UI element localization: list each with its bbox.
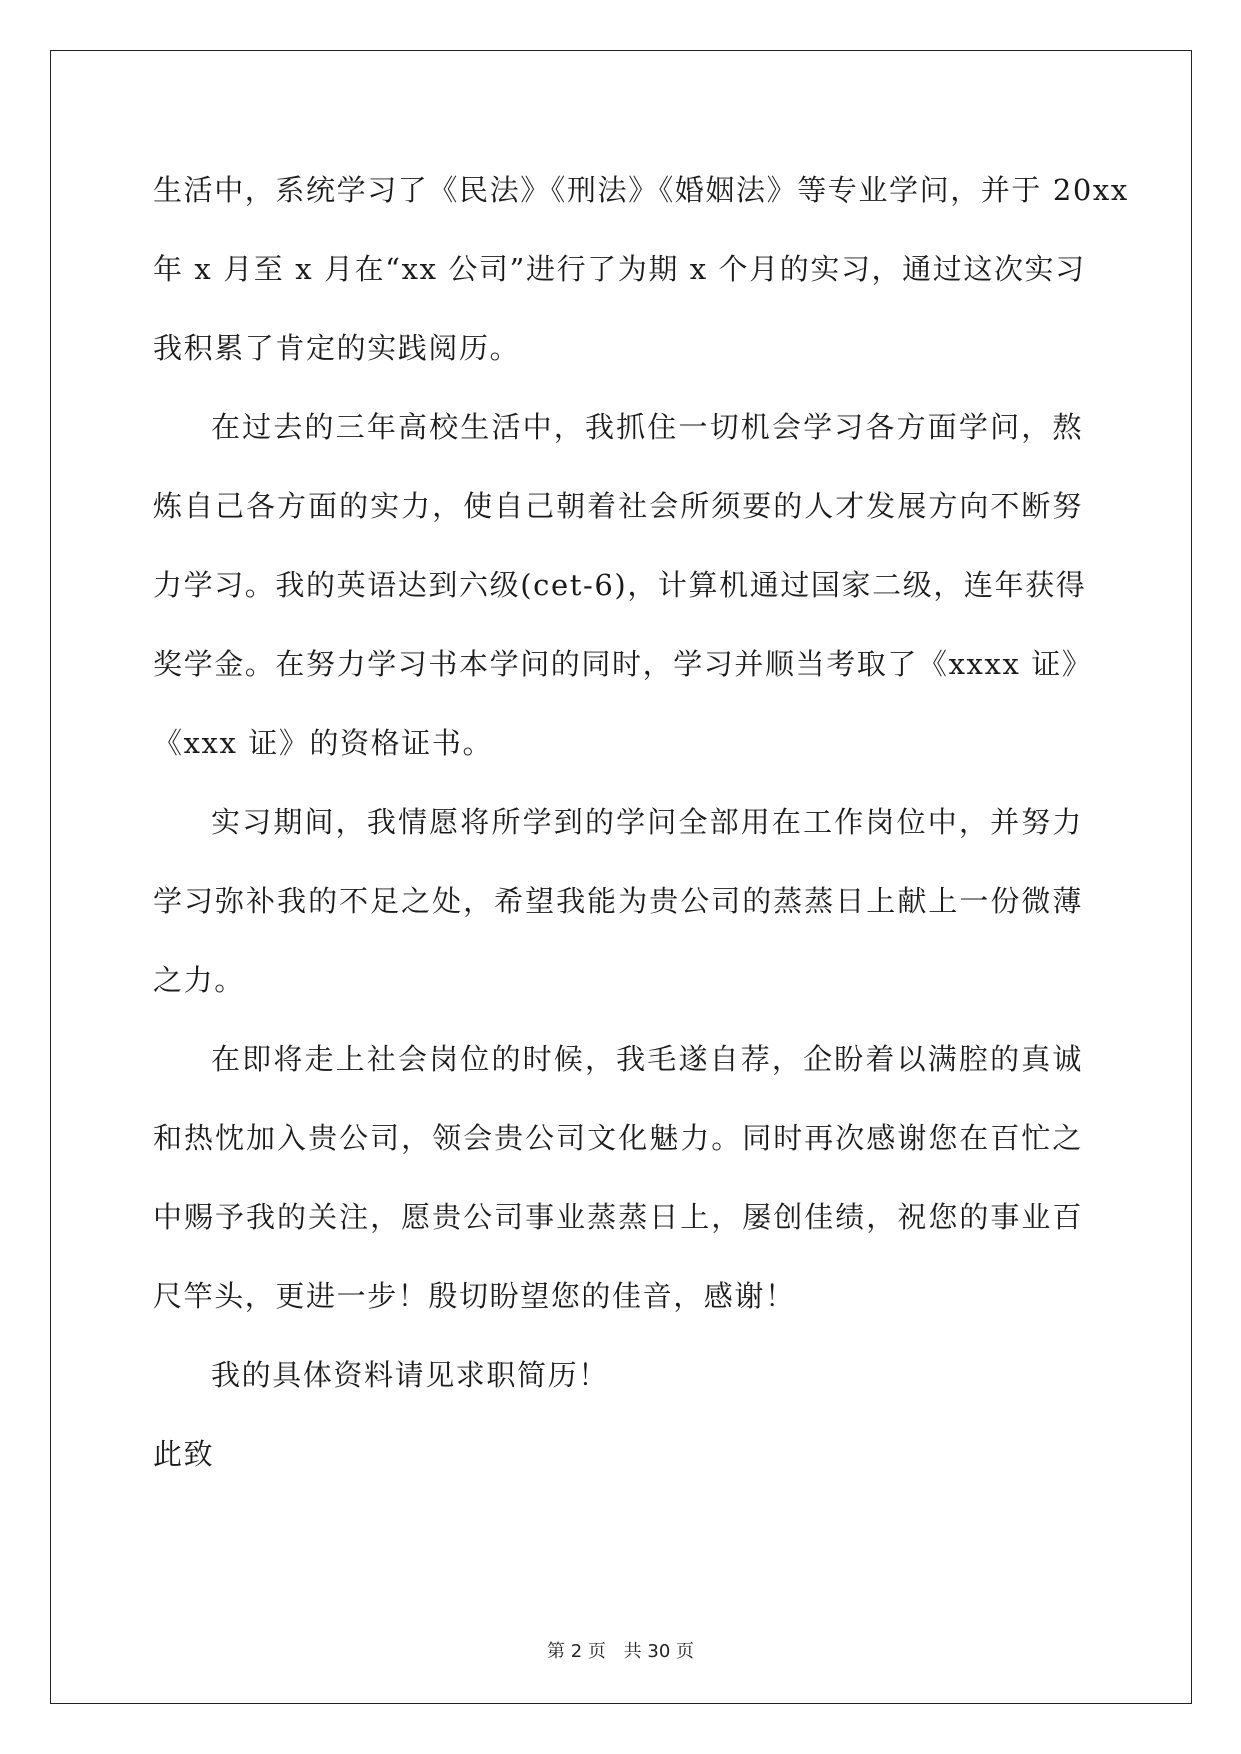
text-line: 我的具体资料请见求职简历！ [211,1358,609,1392]
text-line: 力学习。我的英语达到六级(cet-6)，计算机通过国家二级，连年获得 [153,568,1087,602]
text-line: 学习弥补我的不足之处，希望我能为贵公司的蒸蒸日上献上一份微薄 [153,884,1083,918]
text-line: 中赐予我的关注，愿贵公司事业蒸蒸日上，屡创佳绩，祝您的事业百 [153,1200,1083,1234]
text-line: 尺竿头，更进一步！殷切盼望您的佳音，感谢！ [153,1279,796,1313]
text-line: 《xxx 证》的资格证书。 [153,726,494,760]
text-line: 生活中，系统学习了《民法》《刑法》《婚姻法》等专业学问，并于 20xx [153,173,1129,207]
page-number: 第 2 页 [547,1641,606,1662]
text-line: 炼自己各方面的实力，使自己朝着社会所须要的人才发展方向不断努 [153,489,1083,523]
text-line: 奖学金。在努力学习书本学问的同时，学习并顺当考取了《xxxx 证》 [153,647,1093,681]
text-line: 年 x 月至 x 月在“xx 公司”进行了为期 x 个月的实习，通过这次实习 [153,252,1086,286]
text-line: 在即将走上社会岗位的时候，我毛遂自荐，企盼着以满腔的真诚 [211,1042,1083,1076]
text-line: 实习期间，我情愿将所学到的学问全部用在工作岗位中，并努力 [211,805,1083,839]
text-line: 在过去的三年高校生活中，我抓住一切机会学习各方面学问，熬 [211,410,1083,444]
page-footer [0,1637,1241,1663]
text-line: 此致 [153,1437,215,1471]
text-line: 和热忱加入贵公司，领会贵公司文化魅力。同时再次感谢您在百忙之 [153,1121,1083,1155]
text-line: 我积累了肯定的实践阅历。 [153,331,521,365]
text-line: 之力。 [153,963,245,997]
document-body [153,160,1129,1503]
page-total: 共 30 页 [623,1641,694,1662]
